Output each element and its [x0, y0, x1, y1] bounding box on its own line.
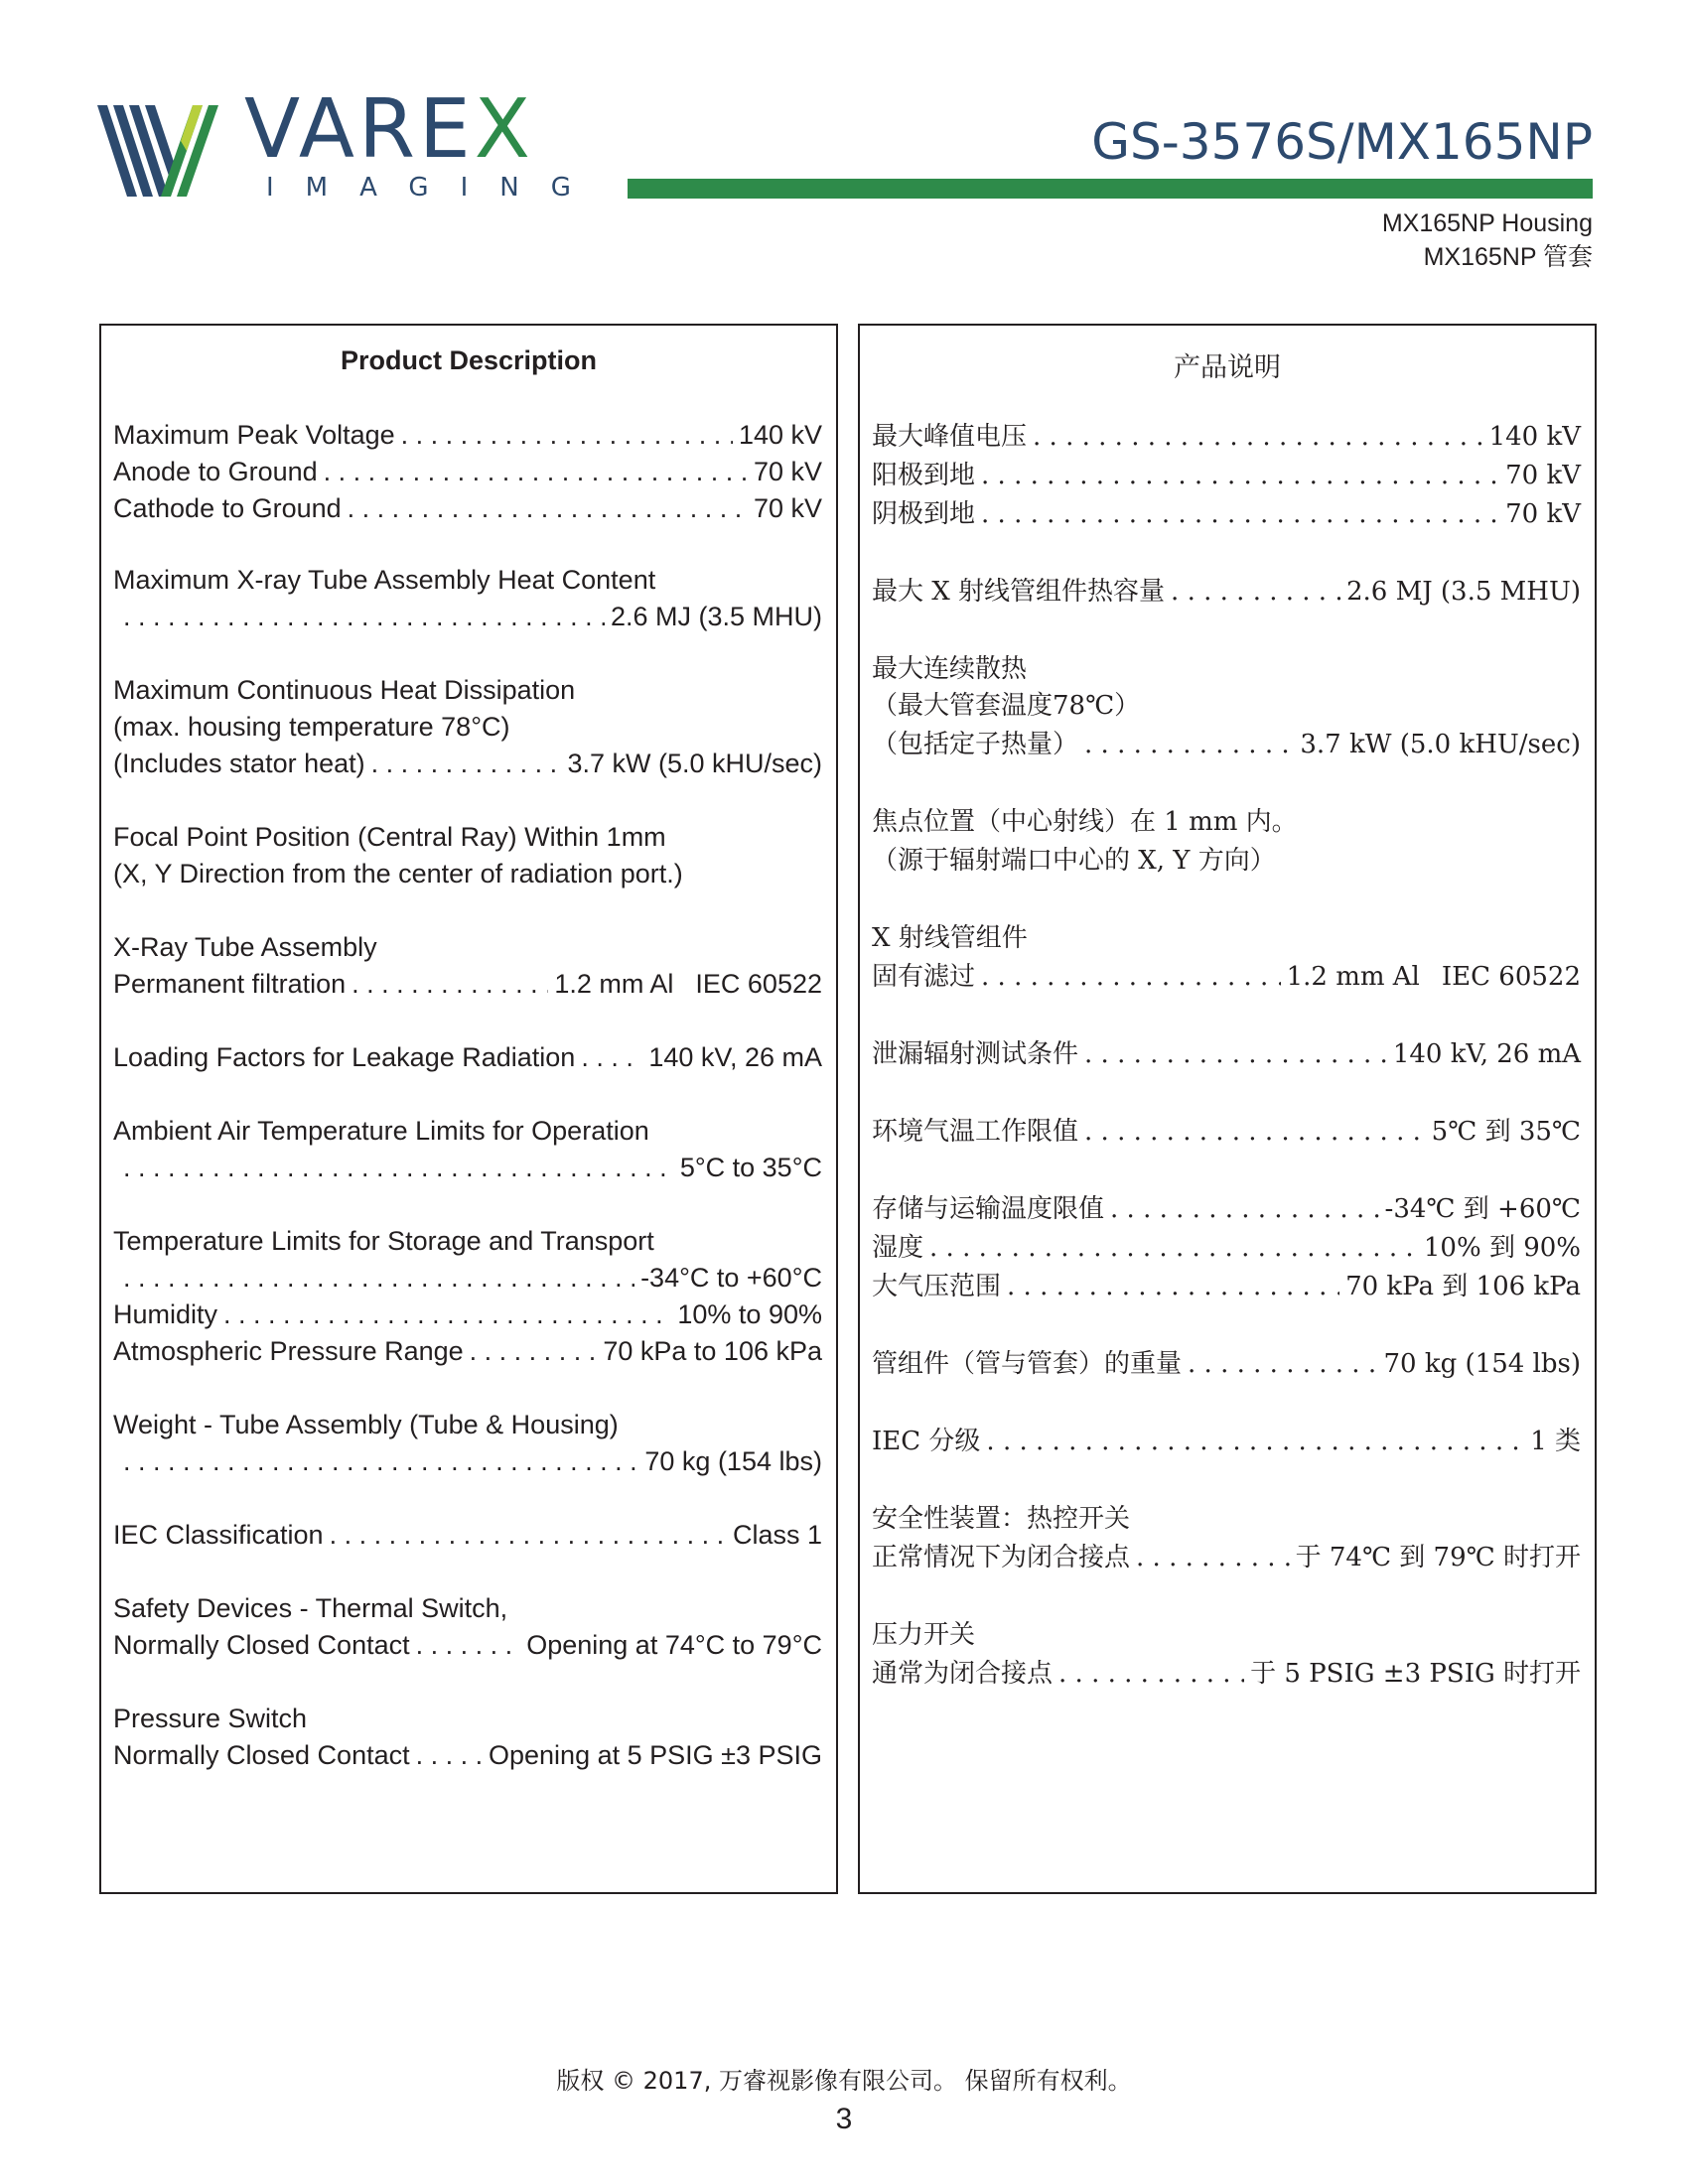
spec-label: (X, Y Direction from the center of radiation port.) — [113, 859, 683, 888]
spec-row: 通常为闭合接点 . . . 于 5 PSIG ±3 PSIG 时打开 — [872, 1656, 1581, 1692]
model-title: GS-3576S/MX165NP — [1091, 113, 1593, 171]
spec-row: Normally Closed Contact . . . Opening at 74°C to 79°C — [113, 1627, 822, 1663]
spec-label: 压力开关 — [872, 1620, 976, 1650]
spec-row: IEC 分级 . . . 1 类 — [872, 1424, 1581, 1459]
company-logo — [97, 82, 604, 206]
spec-row: 最大峰值电压 . . . 140 kV — [872, 419, 1581, 455]
spec-row: Cathode to Ground . . . 70 kV — [113, 490, 822, 526]
spec-label: Temperature Limits for Storage and Transport — [113, 1226, 654, 1256]
spec-row: Maximum Peak Voltage . . . 140 kV — [113, 417, 822, 453]
subtitle-en: MX165NP Housing — [1381, 209, 1593, 237]
spec-label: (max. housing temperature 78°C) — [113, 712, 510, 742]
spec-row: . . . 5°C to 35°C — [123, 1150, 822, 1185]
spec-label: Safety Devices - Thermal Switch, — [113, 1593, 508, 1623]
product-description-zh — [858, 324, 1597, 1894]
spec-label: 最大连续散热 — [872, 654, 1028, 684]
spec-label: Maximum Continuous Heat Dissipation — [113, 675, 576, 705]
spec-label: 安全性装置：热控开关 — [872, 1504, 1131, 1534]
spec-row: （包括定子热量） . . . 3.7 kW (5.0 kHU/sec) — [872, 727, 1581, 762]
spec-row: . . . 2.6 MJ (3.5 MHU) — [123, 599, 822, 634]
spec-label: Maximum X-ray Tube Assembly Heat Content — [113, 565, 656, 595]
spec-row: 阳极到地 . . . 70 kV — [872, 458, 1581, 493]
spec-row: Anode to Ground . . . 70 kV — [113, 454, 822, 489]
spec-row: Humidity . . . 10% to 90% — [113, 1297, 822, 1332]
spec-row: 固有滤过 . . . 1.2 mm Al IEC 60522 — [872, 959, 1581, 995]
subtitle-zh: MX165NP 管套 — [1423, 243, 1593, 271]
logo-mark-icon — [97, 101, 246, 201]
header-subtitle — [1382, 206, 1593, 274]
spec-row: Normally Closed Contact . . . Opening at 5 PSIG ±3 PSIG — [113, 1737, 822, 1773]
spec-row: Loading Factors for Leakage Radiation . . . 140 kV, 26 mA — [113, 1039, 822, 1075]
logo-wordmark: VAREX — [244, 82, 534, 177]
section-title: Product Description — [340, 345, 598, 375]
header-accent-bar — [628, 179, 1593, 199]
spec-row: 管组件（管与管套）的重量 . . . 70 kg (154 lbs) — [872, 1346, 1581, 1382]
spec-label: Pressure Switch — [113, 1704, 308, 1733]
spec-label: （源于辐射端口中心的 X, Y 方向） — [872, 846, 1276, 876]
logo-subtitle: IMAGING — [266, 173, 603, 203]
copyright-notice: 版权 © 2017, 万睿视影像有限公司。 保留所有权利。 — [556, 2067, 1132, 2095]
spec-label: Ambient Air Temperature Limits for Operation — [113, 1116, 649, 1146]
spec-row: 阴极到地 . . . 70 kV — [872, 496, 1581, 532]
spec-row: 正常情况下为闭合接点 . . . 于 74℃ 到 79℃ 时打开 — [872, 1540, 1581, 1575]
product-description-en — [99, 324, 838, 1894]
spec-row: . . . 70 kg (154 lbs) — [123, 1443, 822, 1479]
spec-label: X-Ray Tube Assembly — [113, 932, 377, 962]
spec-row: 湿度 . . . 10% 到 90% — [872, 1230, 1581, 1266]
spec-row: Atmospheric Pressure Range . . . 70 kPa to 106 kPa — [113, 1333, 822, 1369]
spec-row: 最大 X 射线管组件热容量 . . . 2.6 MJ (3.5 MHU) — [872, 574, 1581, 610]
spec-row: . . . -34°C to +60°C — [123, 1260, 822, 1296]
spec-row: 环境气温工作限值 . . . 5℃ 到 35℃ — [872, 1114, 1581, 1150]
spec-row: 存储与运输温度限值 . . . -34℃ 到 +60℃ — [872, 1191, 1581, 1227]
spec-row: 泄漏辐射测试条件 . . . 140 kV, 26 mA — [872, 1036, 1581, 1072]
spec-label: Focal Point Position (Central Ray) Within 1mm — [113, 822, 666, 852]
spec-label: 焦点位置（中心射线）在 1 mm 内。 — [872, 807, 1298, 837]
spec-label: （最大管套温度78℃） — [872, 691, 1141, 721]
spec-row: (Includes stator heat) . . . 3.7 kW (5.0 kHU/sec) — [113, 746, 822, 781]
section-title: 产品说明 — [1174, 352, 1281, 383]
spec-row: Permanent filtration . . . 1.2 mm Al IEC 60522 — [113, 966, 822, 1002]
spec-row: 大气压范围 . . . 70 kPa 到 106 kPa — [872, 1269, 1581, 1304]
spec-label: X 射线管组件 — [872, 923, 1028, 953]
spec-label: Weight - Tube Assembly (Tube & Housing) — [113, 1410, 619, 1439]
page-number: 3 — [835, 2103, 853, 2135]
spec-row: IEC Classification . . . Class 1 — [113, 1517, 822, 1553]
